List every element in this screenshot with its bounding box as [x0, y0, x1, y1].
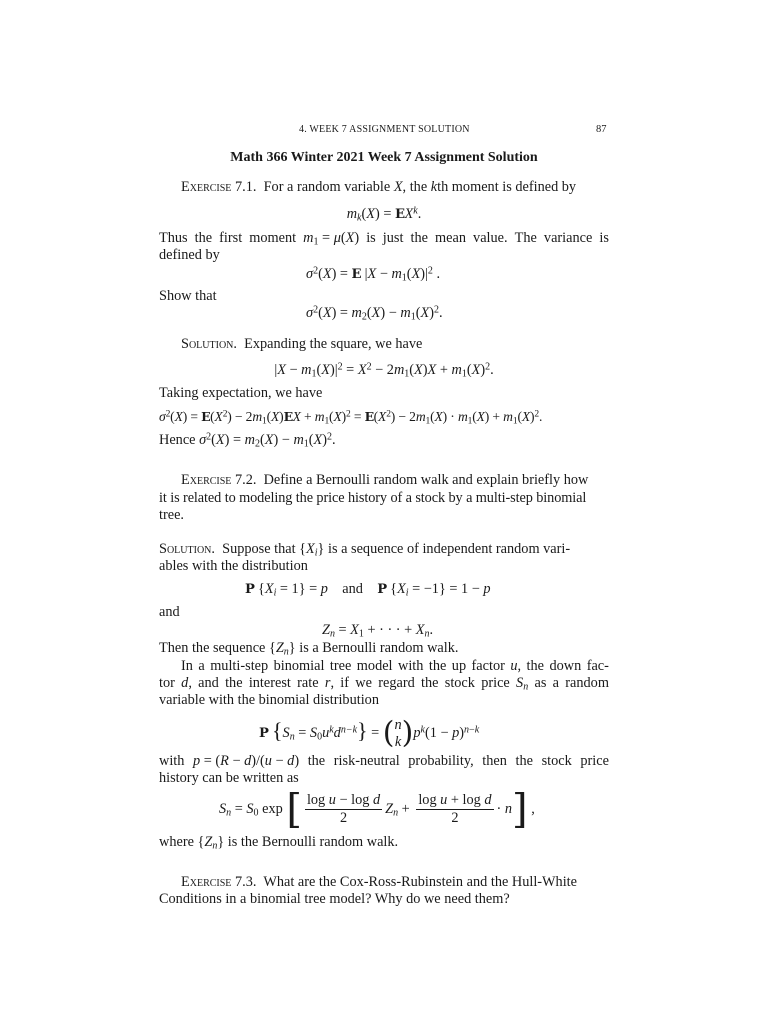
exercise-7-1-text-a: Thus the first moment $m_1 = \mu(X)$ is just the mean value. The variance is [159, 230, 609, 248]
exercise-7-2-line3: tree. [159, 507, 184, 523]
exercise-text: Define a Bernoulli random walk and explain briefly how [263, 472, 589, 488]
exercise-label: Exercise 7.1. [181, 179, 257, 195]
equation-variance-def: $\sigma^2(X) = E$ $|X - m_1(X)|^2$ . [306, 265, 441, 284]
equation-expand-square: $|X - m_1(X)|^2 = X^2 - 2m_1(X)X + m_1(X)^2$. [274, 361, 494, 380]
hence-conclusion: Hence $\sigma^2(X) = m_2(X) - m_1(X)^2$. [159, 431, 336, 450]
solution-2-line1 [159, 540, 570, 558]
solution-label: Solution. [159, 541, 215, 557]
exercise-text: What are the Cox-Ross-Rubinstein and the Hull-White [263, 874, 577, 890]
solution-text: Suppose that $\{X_i\}$ is a sequence of independent random vari- [222, 541, 571, 559]
equation-expectation: $\sigma^2(X) = E(X^2) - 2m_1(X)EX + m_1(X)^2 = E(X^2) - 2m_1(X) \cdot m_1(X) + m_1(X)^2$. [159, 409, 543, 427]
equation-binomial-distribution: P $\{S_n = S_0u^kd^{n-k}\}$ = ( n k )$p^k(1 - p)^{n-k}$ [259, 715, 480, 751]
show-that: Show that [159, 288, 217, 304]
with-risk-neutral-line2: history can be written as [159, 770, 299, 786]
exercise-7-2-line1 [181, 471, 588, 489]
solution-text: Expanding the square, we have [244, 336, 423, 352]
solution-1-intro [181, 335, 422, 353]
paper-page [159, 0, 609, 1024]
document-title: Math 366 Winter 2021 Week 7 Assignment Solution [230, 150, 538, 165]
then-sequence: Then the sequence $\{Z_n\}$ is a Bernoulli random walk. [159, 640, 459, 658]
where-random-walk: where $\{Z_n\}$ is the Bernoulli random walk. [159, 834, 399, 852]
exercise-label: Exercise 7.2. [181, 472, 257, 488]
exercise-7-1-intro [181, 178, 576, 196]
equation-to-show: $\sigma^2(X) = m_2(X) - m_1(X)^2$. [306, 304, 443, 323]
exercise-text: For a random variable X, the kth moment is defined by [263, 179, 577, 195]
taking-expectation: Taking expectation, we have [159, 385, 323, 401]
paragraph-tree-line2: tor d, and the interest rate r, if we regard the stock price $S_n$ as a random [159, 675, 609, 693]
solution-label: Solution. [181, 336, 237, 352]
exercise-7-2-line2: it is related to modeling the price history of a stock by a multi-step binomial [159, 490, 587, 506]
and-line: and [159, 604, 180, 620]
with-risk-neutral-line1: with p = (R − d)/(u − d) the risk-neutral probability, then the stock price [159, 753, 609, 769]
paragraph-tree-line3: variable with the binomial distribution [159, 692, 379, 708]
running-header: 4. WEEK 7 ASSIGNMENT SOLUTION [299, 124, 470, 135]
page-number: 87 [596, 124, 607, 135]
exercise-label: Exercise 7.3. [181, 874, 257, 890]
equation-bernoulli-distribution: P $\{X_i = 1\} = p$ and P $\{X_i = -1\} = 1 - p$ [245, 581, 491, 599]
exercise-7-3-line1 [181, 873, 577, 891]
solution-2-line2: ables with the distribution [159, 558, 308, 574]
exercise-7-3-line2: Conditions in a binomial tree model? Why do we need them? [159, 891, 510, 907]
paragraph-tree-line1: In a multi-step binomial tree model with the up factor u, the down fac- [181, 658, 609, 674]
equation-stock-price: $S_n = S_0$ exp [ $\frac{\text{log u − log d}}{2}$ $Z_n$ + $\frac{\text{log u + log d}}{2}$ · n] , [219, 786, 535, 833]
equation-moment: $m_k(X) = EX^k$. [346, 205, 422, 224]
and-word: and [342, 581, 363, 597]
exercise-7-1-text-b: defined by [159, 247, 220, 263]
equation-random-walk: $Z_n = X_1$ + · · · + $X_n$. [322, 622, 434, 640]
